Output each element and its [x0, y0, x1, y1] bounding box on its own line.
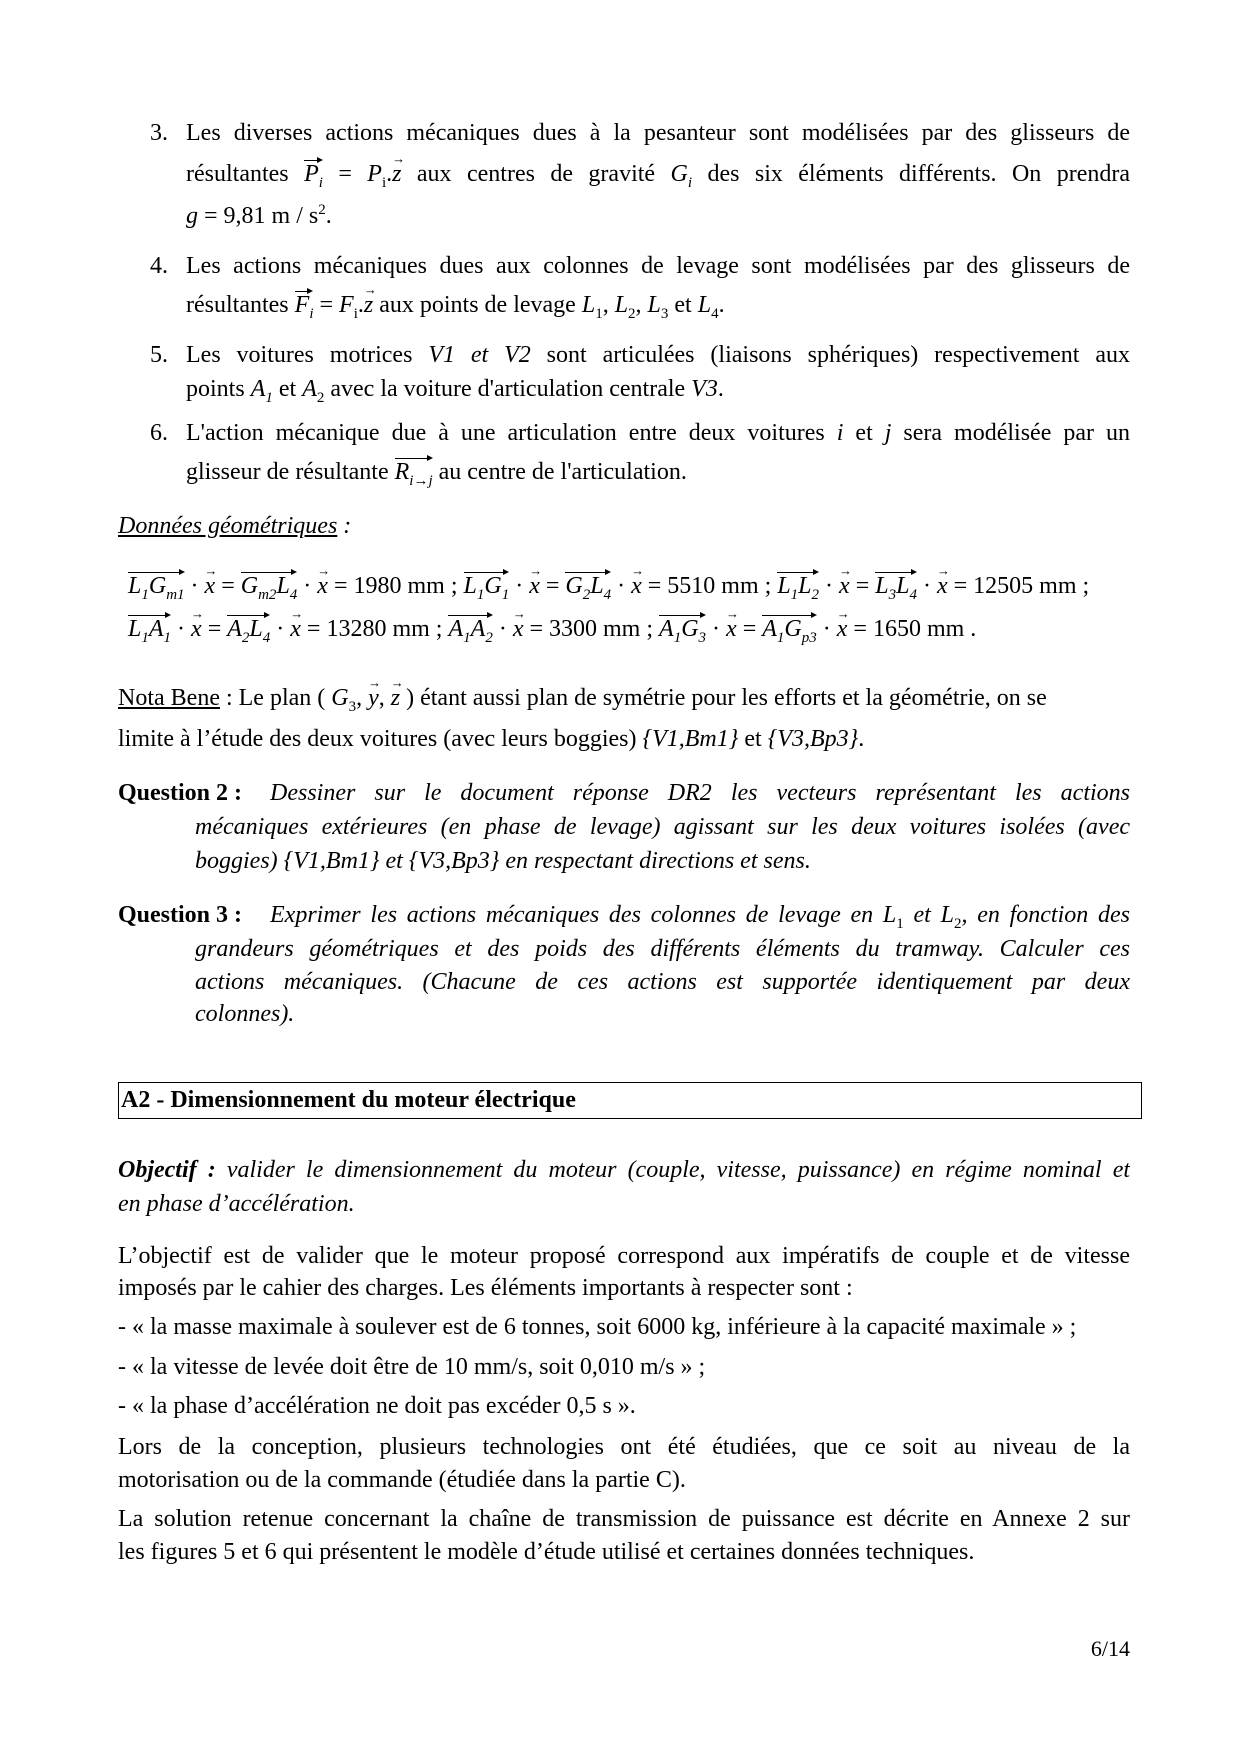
subscript: 2	[628, 305, 636, 322]
subscript: 2	[582, 586, 591, 603]
unit-vector: x →	[191, 612, 202, 646]
bullet-line	[118, 1350, 705, 1384]
text-run: .	[386, 161, 393, 187]
text-run: = 13280 mm ;	[300, 616, 449, 642]
donnees-heading	[118, 509, 351, 543]
vector	[448, 614, 492, 644]
subscript: i	[309, 305, 314, 322]
vector-point: P	[304, 161, 319, 187]
italic-run: G	[670, 161, 688, 187]
text-run: et	[843, 420, 885, 446]
italic-run: {V3,Bp3}	[767, 726, 859, 752]
text-run: résultantes	[186, 292, 295, 318]
subscript: 4	[262, 629, 271, 646]
text-run: sera modélisée par un	[891, 420, 1130, 446]
formula-line	[128, 569, 1089, 603]
subscript: 1	[141, 629, 149, 646]
text-run: ·	[916, 573, 937, 599]
text-line	[186, 249, 1130, 283]
text-run: .	[717, 376, 724, 402]
question-line	[195, 932, 1130, 966]
item-number: 4.	[150, 253, 168, 279]
italic-run: g	[186, 203, 198, 229]
subscript: m2	[258, 586, 277, 603]
question-line	[195, 965, 1130, 999]
text-line	[186, 338, 1130, 372]
donnees-suffix: :	[337, 513, 352, 539]
formula-line	[128, 612, 976, 646]
italic-run: en phase d’accélération.	[118, 1191, 355, 1217]
vector-point: L	[463, 573, 477, 599]
text-run: Les actions mécaniques dues aux colonnes de levage sont modélisées par des glisseurs de	[186, 253, 1130, 279]
question-line	[270, 776, 1130, 810]
subscript: i	[381, 174, 387, 191]
unit-vector: x →	[317, 569, 328, 603]
italic-run: Dessiner sur le document réponse DR2 les vecteurs représentant les actions	[270, 780, 1130, 806]
text-run: : Le plan (	[219, 685, 332, 711]
text-run: .	[357, 292, 364, 318]
text-run: = 12505 mm ;	[947, 573, 1090, 599]
vector-point: L	[777, 573, 791, 599]
italic-run: mécaniques extérieures (en phase de levage) agissant sur les deux voitures isolées (avec	[195, 814, 1130, 840]
subscript: 4	[711, 305, 719, 322]
subscript: 1	[265, 389, 273, 406]
question-line	[195, 844, 811, 878]
body-line	[118, 1535, 974, 1569]
vector	[227, 614, 270, 644]
subscript: 1	[595, 305, 603, 322]
unit-vector: x →	[837, 612, 848, 646]
unit-vector: x →	[205, 569, 216, 603]
text-run: L’objectif est de valider que le moteur proposé correspond aux impératifs de couple et de vitesse	[118, 1243, 1130, 1269]
text-run: limite à l’étude des deux voitures (avec leurs boggies)	[118, 726, 643, 752]
italic-run: actions mécaniques. (Chacune de ces actions est supportée identiquement par deux	[195, 969, 1130, 995]
vector-point: L	[276, 573, 290, 599]
question-line	[195, 810, 1130, 844]
italic-run: V1 et V2	[428, 342, 531, 368]
italic-run: L	[647, 292, 661, 318]
body-line	[118, 1463, 686, 1497]
italic-run: L	[697, 292, 712, 318]
text-run: Les diverses actions mécaniques dues à la pesanteur sont modélisées par des glisseurs de	[186, 120, 1130, 146]
text-run: ·	[492, 616, 513, 642]
text-run: imposés par le cahier des charges. Les éléments importants à respecter sont :	[118, 1275, 853, 1301]
text-run: ·	[184, 573, 205, 599]
superscript: 2	[318, 202, 326, 218]
vector-point: G	[148, 573, 167, 599]
vector-point: G	[565, 573, 583, 599]
text-run: et	[668, 292, 698, 318]
objectif-line	[118, 1187, 355, 1221]
text-run: résultantes	[186, 161, 305, 187]
text-run: des six éléments différents. On prendra	[692, 161, 1130, 187]
subscript: 3	[348, 698, 357, 715]
subscript: 1	[776, 629, 785, 646]
subscript: 2	[316, 389, 325, 406]
text-run: .	[718, 292, 725, 318]
text-run: = 9,81 m / s	[198, 203, 319, 229]
subscript: i	[353, 305, 358, 322]
text-run: ·	[611, 573, 632, 599]
question-line	[195, 997, 294, 1031]
bullet-line	[118, 1310, 1076, 1344]
text-line	[186, 116, 1130, 150]
vector	[395, 457, 433, 487]
subscript: 1	[463, 629, 471, 646]
bullet-line	[118, 1389, 636, 1423]
text-run: au centre de l'articulation.	[432, 459, 687, 485]
vector-point: A	[659, 616, 674, 642]
text-run: ·	[816, 616, 837, 642]
section-title: A2 - Dimensionnement du moteur électrique	[121, 1087, 576, 1113]
italic-run: {V1,Bm1}	[642, 726, 739, 752]
unit-vector: x →	[839, 569, 850, 603]
subscript: 1	[501, 586, 510, 603]
vector-point: G	[484, 573, 502, 599]
text-line	[186, 288, 725, 322]
text-run: - « la phase d’accélération ne doit pas excéder 0,5 s ».	[118, 1393, 636, 1419]
section-header-box	[118, 1082, 1142, 1119]
subscript: 4	[289, 586, 298, 603]
subscript: 1	[673, 629, 682, 646]
subscript: i	[687, 174, 693, 191]
text-run: .	[858, 726, 865, 752]
subscript: 4	[603, 586, 612, 603]
text-run: ·	[509, 573, 530, 599]
text-run: Les voitures motrices	[186, 342, 429, 368]
underlined-label: Nota Bene	[118, 685, 220, 711]
vector	[295, 290, 314, 320]
text-run: - « la masse maximale à soulever est de 6 tonnes, soit 6000 kg, inférieure à la capacité maximale » ;	[118, 1314, 1077, 1340]
vector	[128, 614, 171, 644]
vector	[659, 614, 706, 644]
subscript: 1	[896, 915, 904, 932]
subscript: 4	[909, 586, 917, 603]
subscript: m1	[166, 586, 185, 603]
subscript: 3	[888, 586, 897, 603]
italic-run: valider le dimensionnement du moteur (couple, vitesse, puissance) en régime nominal et	[215, 1157, 1130, 1183]
subscript: 2	[811, 586, 820, 603]
unit-vector: x →	[726, 612, 737, 646]
text-run: L'action mécanique due à une articulation entre deux voitures	[186, 420, 837, 446]
vector	[762, 614, 817, 644]
vector-point: R	[394, 459, 410, 485]
text-run: =	[539, 573, 566, 599]
text-run: points	[186, 376, 251, 402]
italic-run: L	[614, 292, 629, 318]
donnees-title: Données géométriques	[118, 513, 338, 539]
italic-run: et L	[903, 902, 954, 928]
text-run: glisseur de résultante	[186, 459, 395, 485]
text-run: = 1650 mm .	[847, 616, 977, 642]
unit-vector: z →	[391, 681, 400, 715]
item-number: 5.	[150, 342, 168, 368]
vector-point: L	[249, 616, 263, 642]
page-number: 6/14	[1090, 1636, 1130, 1661]
subscript: 2	[241, 629, 250, 646]
vector-point: L	[798, 573, 812, 599]
text-line	[186, 199, 332, 233]
text-run: .	[325, 203, 332, 229]
text-run: Lors de la conception, plusieurs technologies ont été étudiées, que ce soit au niveau de la	[118, 1434, 1130, 1460]
italic-run: A	[302, 376, 317, 402]
nota-line	[118, 681, 1047, 715]
vector	[241, 571, 298, 601]
text-run: =	[736, 616, 763, 642]
unit-vector: z →	[392, 157, 401, 191]
text-run: ·	[270, 616, 291, 642]
vector-point: L	[128, 616, 142, 642]
vector	[875, 571, 917, 601]
unit-vector: x →	[937, 569, 948, 603]
vector-point: L	[875, 573, 889, 599]
item-number: 6.	[150, 420, 168, 446]
subscript: 1	[163, 629, 172, 646]
objectif-line	[118, 1153, 1130, 1187]
text-run: avec la voiture d'articulation centrale	[324, 376, 692, 402]
text-run: ·	[171, 616, 192, 642]
text-run: aux points de levage	[373, 292, 582, 318]
vector	[304, 159, 323, 189]
text-line	[186, 455, 687, 489]
subscript: 1	[790, 586, 799, 603]
italic-run: boggies) {V1,Bm1} et {V3,Bp3} en respectant directions et sens.	[195, 848, 811, 874]
vector-point: A	[470, 616, 486, 642]
vector-point: A	[762, 616, 777, 642]
vector-point: L	[896, 573, 910, 599]
vector-point: L	[590, 573, 604, 599]
vector	[777, 571, 819, 601]
subscript: i	[318, 174, 323, 191]
text-run: aux centres de gravité	[401, 161, 671, 187]
vector-point: F	[294, 292, 310, 318]
item-number: 3.	[150, 120, 168, 146]
body-line	[118, 1271, 853, 1305]
vector	[565, 571, 611, 601]
unit-vector: y →	[368, 681, 379, 715]
italic-run: colonnes).	[195, 1001, 295, 1027]
subscript: i→j	[409, 472, 433, 489]
text-run: et	[738, 726, 768, 752]
vector-point: A	[227, 616, 242, 642]
text-line	[186, 157, 1130, 191]
vector-point: G	[681, 616, 699, 642]
text-run: = 1980 mm ;	[327, 573, 464, 599]
italic-run: L	[581, 292, 596, 318]
text-run: ·	[819, 573, 840, 599]
vector-point: L	[128, 573, 142, 599]
italic-run: j	[884, 420, 892, 446]
italic-run: , en fonction des	[961, 902, 1130, 928]
text-run: La solution retenue concernant la chaîne de transmission de puissance est décrite en Annexe 2 sur	[118, 1506, 1130, 1532]
text-line	[186, 416, 1130, 450]
subscript: 1	[476, 586, 485, 603]
vector-point: A	[148, 616, 164, 642]
subscript: 2	[485, 629, 493, 646]
text-run: sont articulées (liaisons sphériques) respectivement aux	[530, 342, 1130, 368]
vector-point: G	[784, 616, 802, 642]
text-run: =	[322, 161, 368, 187]
text-run: ,	[602, 292, 615, 318]
unit-vector: x →	[290, 612, 301, 646]
italic-run: Exprimer les actions mécaniques des colonnes de levage en L	[270, 902, 897, 928]
vector-point: G	[240, 573, 259, 599]
italic-run: F	[339, 292, 354, 318]
italic-run: A	[250, 376, 266, 402]
unit-vector: x →	[513, 612, 524, 646]
italic-run: P	[367, 161, 382, 187]
vector-point: A	[448, 616, 464, 642]
italic-run: grandeurs géométriques et des poids des différents éléments du tramway. Calculer ces	[195, 936, 1130, 962]
bold-label: Objectif :	[118, 1157, 216, 1183]
italic-run: i	[836, 420, 844, 446]
question-label: Question 2 :	[118, 780, 243, 806]
text-run: ,	[356, 685, 369, 711]
subscript: 3	[698, 629, 707, 646]
question-line	[270, 898, 1130, 932]
text-run: ) étant aussi plan de symétrie pour les efforts et la géométrie, on se	[400, 685, 1047, 711]
text-run: ,	[635, 292, 648, 318]
question-label: Question 3 :	[118, 902, 243, 928]
italic-run: G	[331, 685, 349, 711]
text-run: - « la vitesse de levée doit être de 10 mm/s, soit 0,010 m/s » ;	[118, 1354, 706, 1380]
subscript: p3	[801, 629, 817, 646]
text-run: = 5510 mm ;	[641, 573, 778, 599]
unit-vector: x →	[529, 569, 540, 603]
subscript: 2	[953, 915, 962, 932]
italic-run: V3	[691, 376, 718, 402]
subscript: 1	[141, 586, 149, 603]
text-run: = 3300 mm ;	[523, 616, 660, 642]
unit-vector: z →	[364, 288, 373, 322]
text-run: ,	[378, 685, 391, 711]
text-run: ·	[706, 616, 727, 642]
subscript: 3	[660, 305, 669, 322]
text-line	[186, 372, 724, 406]
text-run: et	[272, 376, 303, 402]
vector	[128, 571, 185, 601]
text-run: =	[201, 616, 228, 642]
text-run: =	[215, 573, 241, 599]
text-run: motorisation ou de la commande (étudiée dans la partie C).	[118, 1467, 686, 1493]
text-run: =	[849, 573, 876, 599]
body-line	[118, 1502, 1130, 1536]
text-run: =	[313, 292, 340, 318]
text-run: ·	[297, 573, 318, 599]
body-line	[118, 1239, 1130, 1273]
body-line	[118, 1430, 1130, 1464]
nota-line	[118, 722, 864, 756]
text-run: les figures 5 et 6 qui présentent le modèle d’étude utilisé et certaines données techniques.	[118, 1539, 975, 1565]
vector	[464, 571, 510, 601]
unit-vector: x →	[631, 569, 642, 603]
